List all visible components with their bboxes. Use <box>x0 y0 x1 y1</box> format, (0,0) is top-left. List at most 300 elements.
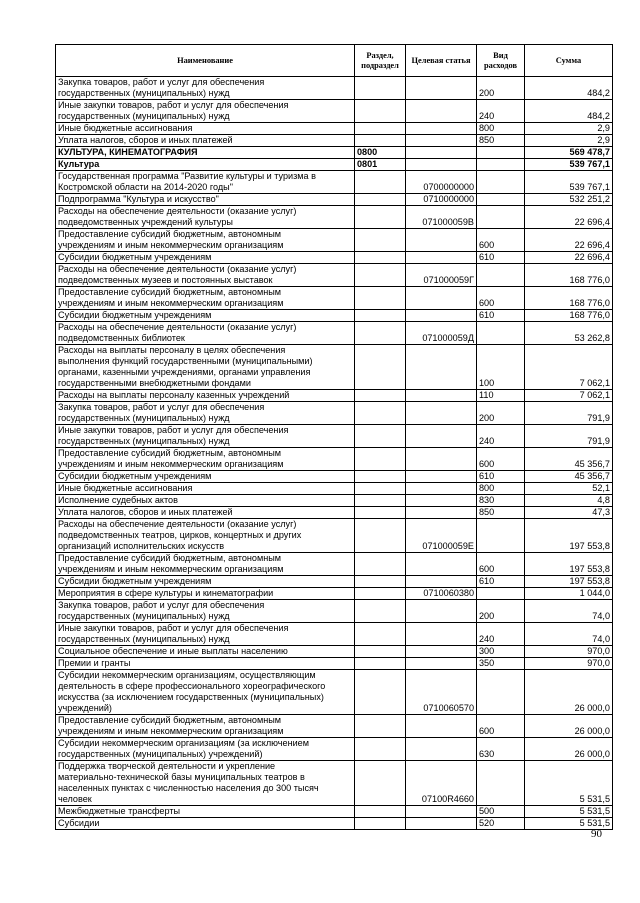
row-name-line: Расходы на обеспечение деятельности (оказание услуг) <box>58 519 297 529</box>
table-row <box>56 519 613 553</box>
row-target-cell <box>406 715 477 738</box>
row-type-cell <box>477 322 525 345</box>
row-type-cell: 830 <box>477 495 525 507</box>
row-name-line: материально-технической базы муниципальных театров в <box>58 772 305 782</box>
row-name-line: Расходы на обеспечение деятельности (оказание услуг) <box>58 206 297 216</box>
row-target-cell: 071000059Е <box>406 519 477 553</box>
row-name-cell <box>56 646 355 658</box>
row-sum-cell: 74,0 <box>525 623 613 646</box>
row-name-line: Субсидии <box>58 818 100 828</box>
row-name-line: КУЛЬТУРА, КИНЕМАТОГРАФИЯ <box>58 147 198 157</box>
table-row <box>56 483 613 495</box>
row-target-cell <box>406 818 477 830</box>
table-row <box>56 670 613 715</box>
row-sum-cell: 970,0 <box>525 658 613 670</box>
row-type-cell: 800 <box>477 123 525 135</box>
row-name-line: Закупка товаров, работ и услуг для обеспечения <box>58 402 265 412</box>
row-name-line: учреждениям и иным некоммерческим организациям <box>58 564 284 574</box>
row-sum-cell: 45 356,7 <box>525 471 613 483</box>
row-name-cell <box>56 600 355 623</box>
row-section-cell <box>355 600 406 623</box>
row-name-cell <box>56 738 355 761</box>
row-sum-cell: 22 696,4 <box>525 252 613 264</box>
row-sum-cell: 7 062,1 <box>525 345 613 390</box>
row-section-cell <box>355 806 406 818</box>
row-name-cell <box>56 623 355 646</box>
row-name-line: учреждениям и иным некоммерческим организациям <box>58 298 284 308</box>
table-row <box>56 588 613 600</box>
row-sum-cell: 53 262,8 <box>525 322 613 345</box>
row-name-line: учреждений) <box>58 703 112 713</box>
row-type-cell <box>477 206 525 229</box>
row-section-cell <box>355 715 406 738</box>
row-section-cell <box>355 390 406 402</box>
row-sum-cell: 168 776,0 <box>525 264 613 287</box>
row-name-cell <box>56 252 355 264</box>
row-type-cell <box>477 588 525 600</box>
row-name-line: Уплата налогов, сборов и иных платежей <box>58 507 233 517</box>
row-target-cell <box>406 425 477 448</box>
row-target-cell: 0710060380 <box>406 588 477 600</box>
row-name-cell <box>56 194 355 206</box>
row-type-cell: 200 <box>477 77 525 100</box>
row-sum-cell: 484,2 <box>525 77 613 100</box>
row-section-cell <box>355 553 406 576</box>
row-section-cell <box>355 507 406 519</box>
row-target-cell <box>406 77 477 100</box>
row-sum-cell: 539 767,1 <box>525 171 613 194</box>
row-sum-cell: 47,3 <box>525 507 613 519</box>
row-type-cell: 600 <box>477 448 525 471</box>
row-sum-cell: 26 000,0 <box>525 670 613 715</box>
row-name-line: Культура <box>58 159 100 169</box>
row-target-cell <box>406 483 477 495</box>
row-name-line: государственных (муниципальных) нужд <box>58 413 230 423</box>
table-body <box>56 77 613 830</box>
row-type-cell: 500 <box>477 806 525 818</box>
table-row <box>56 345 613 390</box>
row-name-cell <box>56 761 355 806</box>
row-name-cell <box>56 658 355 670</box>
row-name-line: Субсидии некоммерческим организациям, осуществляющим <box>58 670 316 680</box>
row-section-cell <box>355 322 406 345</box>
row-name-cell <box>56 576 355 588</box>
row-name-cell <box>56 425 355 448</box>
row-type-cell: 300 <box>477 646 525 658</box>
table-row <box>56 553 613 576</box>
row-name-line: Премии и гранты <box>58 658 131 668</box>
row-section-cell <box>355 483 406 495</box>
table-row <box>56 264 613 287</box>
row-type-cell <box>477 264 525 287</box>
row-target-cell <box>406 135 477 147</box>
row-section-cell <box>355 229 406 252</box>
row-name-line: учреждениям и иным некоммерческим организациям <box>58 726 284 736</box>
header-target: Целевая статья <box>406 45 477 77</box>
row-name-line: Государственная программа "Развитие культуры и туризма в <box>58 171 316 181</box>
row-name-line: подведомственных учреждений культуры <box>58 217 233 227</box>
table-row <box>56 252 613 264</box>
row-name-line: Костромской области на 2014-2020 годы" <box>58 182 233 192</box>
row-name-cell <box>56 483 355 495</box>
table-row <box>56 123 613 135</box>
row-section-cell <box>355 345 406 390</box>
row-name-line: Субсидии бюджетным учреждениям <box>58 471 212 481</box>
table-row <box>56 135 613 147</box>
row-section-cell <box>355 738 406 761</box>
row-type-cell: 610 <box>477 252 525 264</box>
row-type-cell: 240 <box>477 425 525 448</box>
row-name-cell <box>56 715 355 738</box>
row-target-cell <box>406 345 477 390</box>
row-type-cell: 110 <box>477 390 525 402</box>
row-name-cell <box>56 135 355 147</box>
row-type-cell: 850 <box>477 135 525 147</box>
row-sum-cell: 539 767,1 <box>525 159 613 171</box>
row-name-line: Закупка товаров, работ и услуг для обеспечения <box>58 77 265 87</box>
row-name-line: государственными внебюджетными фондами <box>58 378 251 388</box>
table-row <box>56 159 613 171</box>
row-sum-cell: 484,2 <box>525 100 613 123</box>
row-section-cell <box>355 495 406 507</box>
row-name-cell <box>56 310 355 322</box>
table-row <box>56 310 613 322</box>
budget-table <box>55 44 613 830</box>
row-section-cell <box>355 206 406 229</box>
table-row <box>56 576 613 588</box>
table-row <box>56 390 613 402</box>
header-name: Наименование <box>56 45 355 77</box>
row-name-line: Мероприятия в сфере культуры и кинематографии <box>58 588 274 598</box>
row-target-cell <box>406 553 477 576</box>
row-name-line: Расходы на обеспечение деятельности (оказание услуг) <box>58 264 297 274</box>
row-name-line: Социальное обеспечение и иные выплаты населению <box>58 646 288 656</box>
table-row <box>56 761 613 806</box>
row-target-cell <box>406 576 477 588</box>
row-section-cell <box>355 519 406 553</box>
row-name-line: населенных пунктах с численностью населения до 300 тысяч <box>58 783 319 793</box>
table-row <box>56 147 613 159</box>
row-target-cell <box>406 448 477 471</box>
row-section-cell <box>355 658 406 670</box>
row-target-cell: 07100R4660 <box>406 761 477 806</box>
row-type-cell: 520 <box>477 818 525 830</box>
row-type-cell: 630 <box>477 738 525 761</box>
row-name-line: Закупка товаров, работ и услуг для обеспечения <box>58 600 265 610</box>
row-type-cell: 200 <box>477 402 525 425</box>
row-name-cell <box>56 471 355 483</box>
row-name-line: государственных (муниципальных) нужд <box>58 611 230 621</box>
row-section-cell <box>355 402 406 425</box>
row-section-cell <box>355 100 406 123</box>
row-sum-cell: 970,0 <box>525 646 613 658</box>
row-sum-cell: 26 000,0 <box>525 738 613 761</box>
row-name-cell <box>56 229 355 252</box>
table-row <box>56 623 613 646</box>
row-sum-cell: 7 062,1 <box>525 390 613 402</box>
header-section: Раздел, подраздел <box>355 45 406 77</box>
row-target-cell <box>406 310 477 322</box>
table-row <box>56 806 613 818</box>
table-row <box>56 507 613 519</box>
row-name-line: Расходы на обеспечение деятельности (оказание услуг) <box>58 322 297 332</box>
row-name-line: Субсидии бюджетным учреждениям <box>58 252 212 262</box>
row-section-cell <box>355 471 406 483</box>
row-sum-cell: 74,0 <box>525 600 613 623</box>
row-name-cell <box>56 806 355 818</box>
row-sum-cell: 2,9 <box>525 123 613 135</box>
row-name-cell <box>56 159 355 171</box>
row-name-line: Субсидии бюджетным учреждениям <box>58 576 212 586</box>
row-name-cell <box>56 77 355 100</box>
header-sum: Сумма <box>525 45 613 77</box>
row-type-cell <box>477 761 525 806</box>
row-section-cell: 0800 <box>355 147 406 159</box>
row-section-cell <box>355 425 406 448</box>
row-section-cell: 0801 <box>355 159 406 171</box>
row-name-cell <box>56 390 355 402</box>
row-target-cell <box>406 287 477 310</box>
row-section-cell <box>355 287 406 310</box>
row-type-cell: 600 <box>477 715 525 738</box>
table-row <box>56 402 613 425</box>
row-target-cell: 0700000000 <box>406 171 477 194</box>
row-target-cell <box>406 600 477 623</box>
row-name-line: Иные закупки товаров, работ и услуг для обеспечения <box>58 100 289 110</box>
row-name-cell <box>56 448 355 471</box>
row-name-line: Уплата налогов, сборов и иных платежей <box>58 135 233 145</box>
row-section-cell <box>355 670 406 715</box>
row-section-cell <box>355 77 406 100</box>
row-sum-cell: 4,8 <box>525 495 613 507</box>
row-target-cell <box>406 623 477 646</box>
row-type-cell: 610 <box>477 576 525 588</box>
row-target-cell <box>406 100 477 123</box>
row-target-cell <box>406 471 477 483</box>
row-target-cell <box>406 507 477 519</box>
table-row <box>56 600 613 623</box>
row-section-cell <box>355 588 406 600</box>
row-section-cell <box>355 135 406 147</box>
row-name-cell <box>56 670 355 715</box>
row-name-line: Исполнение судебных актов <box>58 495 178 505</box>
row-type-cell: 240 <box>477 100 525 123</box>
page-number: 90 <box>591 828 602 840</box>
row-name-line: искусства (за исключением государственных (муниципальных) <box>58 692 324 702</box>
row-type-cell: 240 <box>477 623 525 646</box>
row-name-line: государственных (муниципальных) учреждений) <box>58 749 263 759</box>
row-target-cell <box>406 402 477 425</box>
row-section-cell <box>355 252 406 264</box>
row-type-cell: 850 <box>477 507 525 519</box>
row-name-line: Предоставление субсидий бюджетным, автономным <box>58 448 282 458</box>
row-name-line: Расходы на выплаты персоналу в целях обеспечения <box>58 345 286 355</box>
table-row <box>56 229 613 252</box>
row-type-cell <box>477 519 525 553</box>
row-name-line: деятельность в сфере профессионального хореографического <box>58 681 326 691</box>
row-type-cell <box>477 670 525 715</box>
table-row <box>56 658 613 670</box>
row-name-line: Иные закупки товаров, работ и услуг для обеспечения <box>58 425 289 435</box>
row-section-cell <box>355 123 406 135</box>
row-type-cell: 610 <box>477 471 525 483</box>
row-section-cell <box>355 448 406 471</box>
row-name-line: Предоставление субсидий бюджетным, автономным <box>58 715 282 725</box>
row-name-line: государственных (муниципальных) нужд <box>58 436 230 446</box>
row-type-cell <box>477 194 525 206</box>
row-name-cell <box>56 171 355 194</box>
row-section-cell <box>355 646 406 658</box>
row-type-cell <box>477 159 525 171</box>
row-type-cell <box>477 147 525 159</box>
row-name-line: организаций исполнительских искусств <box>58 541 225 551</box>
row-sum-cell: 5 531,5 <box>525 761 613 806</box>
row-sum-cell: 197 553,8 <box>525 519 613 553</box>
row-sum-cell: 168 776,0 <box>525 310 613 322</box>
row-name-line: подведомственных библиотек <box>58 333 185 343</box>
row-type-cell <box>477 171 525 194</box>
row-name-line: выполнения функций государственными (муниципальными) <box>58 356 313 366</box>
row-target-cell <box>406 123 477 135</box>
row-name-cell <box>56 495 355 507</box>
row-target-cell <box>406 806 477 818</box>
row-name-line: подведомственных театров, цирков, концертных и других <box>58 530 302 540</box>
row-sum-cell: 26 000,0 <box>525 715 613 738</box>
row-name-cell <box>56 264 355 287</box>
row-section-cell <box>355 623 406 646</box>
row-name-line: учреждениям и иным некоммерческим организациям <box>58 459 284 469</box>
row-sum-cell: 52,1 <box>525 483 613 495</box>
row-type-cell: 600 <box>477 553 525 576</box>
row-name-cell <box>56 206 355 229</box>
row-name-line: Расходы на выплаты персоналу казенных учреждений <box>58 390 290 400</box>
row-name-cell <box>56 588 355 600</box>
row-name-line: государственных (муниципальных) нужд <box>58 634 230 644</box>
row-name-line: человек <box>58 794 92 804</box>
row-sum-cell: 197 553,8 <box>525 553 613 576</box>
row-section-cell <box>355 171 406 194</box>
row-name-line: Предоставление субсидий бюджетным, автономным <box>58 229 282 239</box>
row-section-cell <box>355 818 406 830</box>
row-name-line: государственных (муниципальных) нужд <box>58 111 230 121</box>
row-name-line: Иные закупки товаров, работ и услуг для обеспечения <box>58 623 289 633</box>
row-name-line: подведомственных музеев и постоянных выставок <box>58 275 273 285</box>
row-target-cell: 0710060570 <box>406 670 477 715</box>
row-name-cell <box>56 402 355 425</box>
row-name-line: Субсидии бюджетным учреждениям <box>58 310 212 320</box>
row-name-line: Предоставление субсидий бюджетным, автономным <box>58 553 282 563</box>
row-type-cell: 200 <box>477 600 525 623</box>
table-row <box>56 206 613 229</box>
row-section-cell <box>355 576 406 588</box>
table-row <box>56 322 613 345</box>
row-target-cell <box>406 495 477 507</box>
table-row <box>56 495 613 507</box>
row-type-cell: 600 <box>477 287 525 310</box>
row-sum-cell: 791,9 <box>525 425 613 448</box>
row-name-line: органами, казенными учреждениями, органами управления <box>58 367 311 377</box>
table-row <box>56 287 613 310</box>
row-section-cell <box>355 761 406 806</box>
row-target-cell <box>406 147 477 159</box>
header-row <box>56 45 613 77</box>
row-type-cell: 600 <box>477 229 525 252</box>
row-section-cell <box>355 194 406 206</box>
row-name-cell <box>56 100 355 123</box>
table-row <box>56 818 613 830</box>
row-section-cell <box>355 264 406 287</box>
row-name-line: Иные бюджетные ассигнования <box>58 123 193 133</box>
row-name-cell <box>56 322 355 345</box>
row-name-cell <box>56 553 355 576</box>
row-target-cell <box>406 229 477 252</box>
row-name-line: Иные бюджетные ассигнования <box>58 483 193 493</box>
row-sum-cell: 791,9 <box>525 402 613 425</box>
row-sum-cell: 22 696,4 <box>525 229 613 252</box>
header-type: Вид расходов <box>477 45 525 77</box>
table-row <box>56 738 613 761</box>
row-name-line: Подпрограмма "Культура и искусство" <box>58 194 219 204</box>
row-name-line: государственных (муниципальных) нужд <box>58 88 230 98</box>
row-target-cell: 0710000000 <box>406 194 477 206</box>
row-target-cell: 071000059Д <box>406 322 477 345</box>
row-target-cell: 071000059Г <box>406 264 477 287</box>
row-sum-cell: 532 251,2 <box>525 194 613 206</box>
row-name-line: учреждениям и иным некоммерческим организациям <box>58 240 284 250</box>
row-sum-cell: 1 044,0 <box>525 588 613 600</box>
row-type-cell: 350 <box>477 658 525 670</box>
table-row <box>56 715 613 738</box>
row-sum-cell: 22 696,4 <box>525 206 613 229</box>
row-target-cell <box>406 390 477 402</box>
row-sum-cell: 5 531,5 <box>525 806 613 818</box>
table-row <box>56 425 613 448</box>
table-row <box>56 646 613 658</box>
table-row <box>56 471 613 483</box>
row-sum-cell: 197 553,8 <box>525 576 613 588</box>
row-name-cell <box>56 123 355 135</box>
row-name-cell <box>56 507 355 519</box>
table-row <box>56 77 613 100</box>
table-row <box>56 171 613 194</box>
row-type-cell: 100 <box>477 345 525 390</box>
row-target-cell <box>406 646 477 658</box>
row-name-line: Предоставление субсидий бюджетным, автономным <box>58 287 282 297</box>
row-target-cell <box>406 738 477 761</box>
row-sum-cell: 2,9 <box>525 135 613 147</box>
row-sum-cell: 45 356,7 <box>525 448 613 471</box>
row-name-cell <box>56 287 355 310</box>
row-type-cell: 800 <box>477 483 525 495</box>
row-type-cell: 610 <box>477 310 525 322</box>
row-name-cell <box>56 818 355 830</box>
row-name-cell <box>56 345 355 390</box>
row-name-line: Межбюджетные трансферты <box>58 806 181 816</box>
row-section-cell <box>355 310 406 322</box>
row-name-line: Субсидии некоммерческим организациям (за исключением <box>58 738 309 748</box>
row-target-cell <box>406 658 477 670</box>
row-target-cell <box>406 159 477 171</box>
table-row <box>56 100 613 123</box>
row-name-cell <box>56 519 355 553</box>
row-sum-cell: 5 531,5 <box>525 818 613 830</box>
table-row <box>56 448 613 471</box>
row-name-cell <box>56 147 355 159</box>
row-sum-cell: 168 776,0 <box>525 287 613 310</box>
row-target-cell: 071000059В <box>406 206 477 229</box>
row-target-cell <box>406 252 477 264</box>
table-row <box>56 194 613 206</box>
